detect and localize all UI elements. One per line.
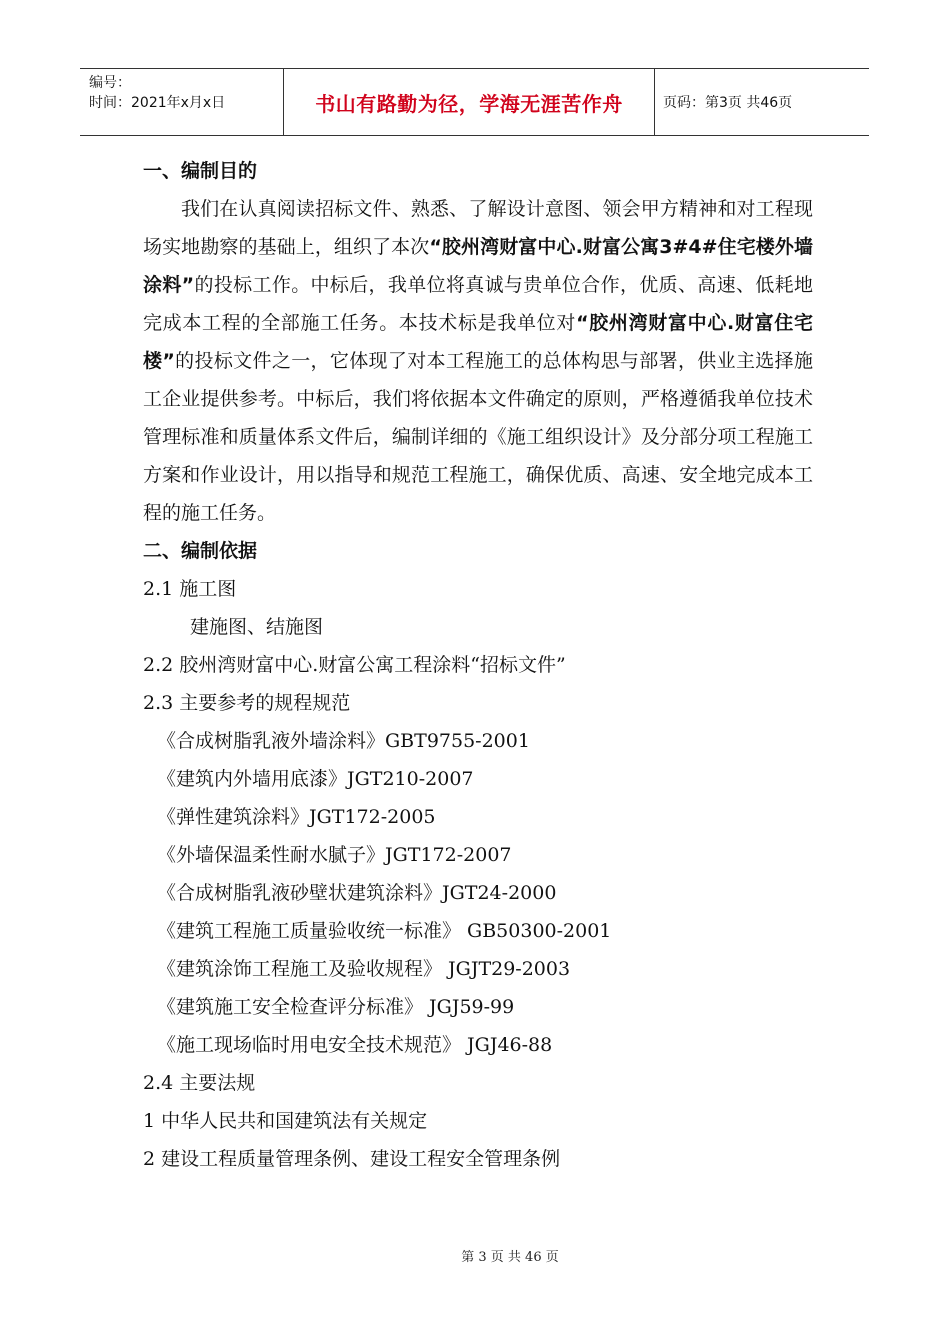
- reference-item: 《建筑工程施工质量验收统一标准》 GB50300-2001: [157, 920, 612, 942]
- purpose-text-c: 的投标工作。中标后，我单位将真诚与贵单位合作，优质、高速、低耗地完成本工程的全部施工任务。本技术标是我单位对: [143, 274, 813, 334]
- project-name-bold: “胶州湾财富中心.财富公寓3#4#住宅楼外墙涂料”: [143, 236, 813, 296]
- purpose-paragraph: [143, 190, 813, 532]
- header-time-label: 时间：2021年x月x日: [89, 95, 226, 111]
- law-item: 1 中华人民共和国建筑法有关规定: [143, 1110, 428, 1132]
- document-body: [143, 152, 813, 1178]
- header-motto: 书山有路勤为径，学海无涯苦作舟: [283, 69, 655, 135]
- reference-item: 《施工现场临时用电安全技术规范》 JGJ46-88: [157, 1034, 553, 1056]
- page-header: [80, 68, 869, 136]
- header-page-info: 页码：第3页 共46页: [663, 95, 793, 111]
- section-heading-purpose: 一、编制目的: [143, 160, 258, 182]
- reference-item: 《外墙保温柔性耐水腻子》JGT172-2007: [157, 844, 512, 866]
- subsection-2-4: 2.4 主要法规: [143, 1072, 256, 1094]
- purpose-text-a: 我们在认真阅读招标文件、熟悉、了解设计意图、领会甲方精神和对工程现场实地勘察的基础上，组织了本次: [143, 198, 813, 258]
- reference-item: 《合成树脂乳液外墙涂料》GBT9755-2001: [157, 730, 530, 752]
- law-item: 2 建设工程质量管理条例、建设工程安全管理条例: [143, 1148, 561, 1170]
- reference-item: 《建筑内外墙用底漆》JGT210-2007: [157, 768, 474, 790]
- reference-item: 《建筑涂饰工程施工及验收规程》 JGJT29-2003: [157, 958, 571, 980]
- reference-item: 《合成树脂乳液砂壁状建筑涂料》JGT24-2000: [157, 882, 557, 904]
- subsection-2-1-item: 建施图、结施图: [190, 616, 324, 638]
- page-footer: 第 3 页 共 46 页: [461, 1250, 559, 1265]
- reference-item: 《建筑施工安全检查评分标准》 JGJ59-99: [157, 996, 515, 1018]
- subsection-2-2: 2.2 胶州湾财富中心.财富公寓工程涂料“招标文件”: [143, 654, 566, 676]
- purpose-text-e: 的投标文件之一，它体现了对本工程施工的总体构思与部署，供业主选择施工企业提供参考。中标后，我们将依据本文件确定的原则，严格遵循我单位技术管理标准和质量体系文件后，编制详细的《施工组织设计》及分部分项工程施工方案和作业设计，用以指导和规范工程施工，确保优质、高速、安全地完成本工程的施工任务。: [143, 350, 813, 524]
- subsection-2-1: 2.1 施工图: [143, 578, 237, 600]
- reference-item: 《弹性建筑涂料》JGT172-2005: [157, 806, 436, 828]
- project-name-bold-2: “胶州湾财富中心.财富住宅楼”: [143, 312, 813, 372]
- subsection-2-3: 2.3 主要参考的规程规范: [143, 692, 351, 714]
- header-number-label: 编号：: [89, 75, 131, 91]
- section-heading-basis: 二、编制依据: [143, 540, 258, 562]
- header-meta: [80, 69, 283, 135]
